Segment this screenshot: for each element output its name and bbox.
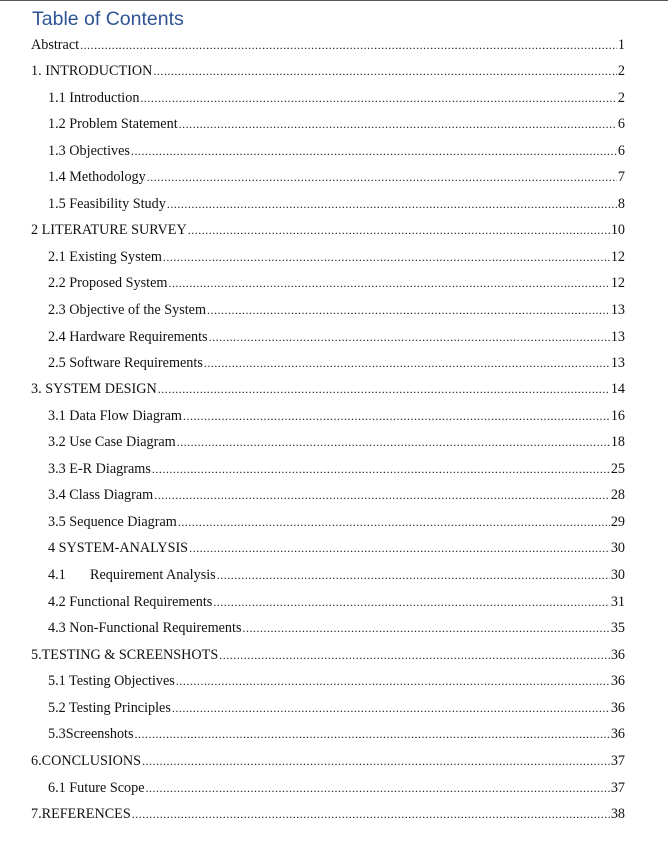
dot-leader (204, 353, 610, 373)
toc-entry-label: 2.2 Proposed System (48, 275, 168, 291)
toc-entry-page: 29 (610, 514, 625, 530)
toc-entry-label: 7.REFERENCES (31, 806, 131, 822)
dot-leader (146, 778, 610, 798)
dot-leader (178, 512, 610, 532)
toc-entry[interactable] (48, 778, 625, 798)
toc-entry-label: 4 SYSTEM-ANALYSIS (48, 540, 189, 556)
dot-leader (135, 724, 610, 744)
toc-entry[interactable] (31, 61, 625, 81)
toc-entry[interactable] (48, 141, 625, 161)
toc-entry[interactable] (48, 300, 625, 320)
toc-entry-page: 36 (610, 700, 625, 716)
dot-leader (176, 671, 610, 691)
toc-entry-label: 1.1 Introduction (48, 90, 140, 106)
toc-entry-label: 6.CONCLUSIONS (31, 753, 141, 769)
dot-leader (154, 485, 610, 505)
toc-entry-number: 4.1 (48, 567, 66, 583)
toc-entry[interactable] (48, 432, 625, 452)
dot-leader (167, 194, 617, 214)
toc-entry-page: 1 (617, 37, 625, 53)
toc-entry-page: 30 (610, 567, 625, 583)
toc-entry[interactable] (48, 327, 625, 347)
toc-entry[interactable] (48, 247, 625, 267)
toc-entry[interactable] (48, 698, 625, 718)
dot-leader (163, 247, 610, 267)
dot-leader (189, 538, 610, 558)
toc-entry-label: Abstract (31, 37, 80, 53)
toc-entry[interactable] (48, 273, 625, 293)
toc-entry-page: 25 (610, 461, 625, 477)
toc-entry-label: 1. INTRODUCTION (31, 63, 153, 79)
toc-entry-label: 5.TESTING & SCREENSHOTS (31, 647, 219, 663)
dot-leader (140, 88, 616, 108)
toc-heading: Table of Contents (32, 8, 184, 30)
toc-entry-page: 2 (617, 63, 625, 79)
toc-entry[interactable] (48, 459, 625, 479)
toc-entry-label: 2 LITERATURE SURVEY (31, 222, 187, 238)
toc-entry[interactable] (48, 167, 625, 187)
toc-entry-label: 1.5 Feasibility Study (48, 196, 166, 212)
toc-entry-label: 2.1 Existing System (48, 249, 162, 265)
toc-entry-page: 16 (610, 408, 625, 424)
toc-entry[interactable] (31, 35, 625, 55)
toc-entry-label: 3.3 E-R Diagrams (48, 461, 151, 477)
dot-leader (242, 618, 609, 638)
toc-entry-page: 8 (617, 196, 625, 212)
toc-entry[interactable] (48, 353, 625, 373)
toc-entry-page: 38 (610, 806, 625, 822)
dot-leader (177, 432, 610, 452)
toc-entry-label: 3.5 Sequence Diagram (48, 514, 177, 530)
toc-entry-label: 3.2 Use Case Diagram (48, 434, 176, 450)
dot-leader (207, 300, 610, 320)
toc-entry-title: Requirement Analysis (90, 567, 216, 583)
toc-entry-page: 10 (610, 222, 625, 238)
toc-entry[interactable] (31, 379, 625, 399)
toc-entry-label: 2.5 Software Requirements (48, 355, 203, 371)
dot-leader (219, 645, 610, 665)
toc-entry-label: 5.1 Testing Objectives (48, 673, 175, 689)
toc-entry-page: 7 (617, 169, 625, 185)
dot-leader (179, 114, 617, 134)
toc-entry[interactable] (48, 512, 625, 532)
toc-entry[interactable] (48, 485, 625, 505)
dot-leader (217, 565, 610, 585)
toc-entry-page: 35 (610, 620, 625, 636)
toc-entry-label: 4.3 Non-Functional Requirements (48, 620, 242, 636)
toc-entry-label: 1.2 Problem Statement (48, 116, 178, 132)
toc-entry-label: 3.4 Class Diagram (48, 487, 154, 503)
toc-entry[interactable] (48, 724, 625, 744)
toc-entry[interactable] (48, 88, 625, 108)
toc-entry-page: 37 (610, 780, 625, 796)
toc-entry[interactable] (31, 220, 625, 240)
dot-leader (80, 35, 617, 55)
toc-entry-page: 37 (610, 753, 625, 769)
toc-entry[interactable] (48, 538, 625, 558)
toc-entry-label: 4.2 Functional Requirements (48, 594, 213, 610)
toc-entry-label (48, 565, 216, 585)
toc-entry[interactable] (48, 565, 625, 585)
toc-entry-page: 36 (610, 726, 625, 742)
toc-entry-label: 3.1 Data Flow Diagram (48, 408, 182, 424)
toc-entry-page: 6 (617, 143, 625, 159)
toc-entry-page: 36 (610, 647, 625, 663)
toc-entry-page: 6 (617, 116, 625, 132)
toc-entry-page: 18 (610, 434, 625, 450)
dot-leader (213, 592, 609, 612)
toc-entry[interactable] (48, 194, 625, 214)
dot-leader (158, 379, 610, 399)
toc-entry[interactable] (31, 645, 625, 665)
dot-leader (172, 698, 610, 718)
dot-leader (153, 61, 617, 81)
toc-entry-page: 31 (610, 594, 625, 610)
toc-entry-page: 13 (610, 329, 625, 345)
toc-entry[interactable] (48, 592, 625, 612)
dot-leader (209, 327, 610, 347)
toc-entry-label: 2.4 Hardware Requirements (48, 329, 208, 345)
toc-entry[interactable] (48, 114, 625, 134)
toc-entry-page: 13 (610, 302, 625, 318)
toc-entry-page: 2 (617, 90, 625, 106)
dot-leader (142, 751, 610, 771)
dot-leader (147, 167, 617, 187)
toc-entry-page: 12 (610, 275, 625, 291)
dot-leader (132, 804, 610, 824)
toc-entry[interactable] (48, 618, 625, 638)
toc-entry-label: 3. SYSTEM DESIGN (31, 381, 157, 397)
toc-entry-page: 14 (610, 381, 625, 397)
dot-leader (131, 141, 617, 161)
toc-entry-page: 36 (610, 673, 625, 689)
toc-entry-page: 13 (610, 355, 625, 371)
toc-entry-label: 1.4 Methodology (48, 169, 146, 185)
toc-entry-label: 6.1 Future Scope (48, 780, 145, 796)
toc-entry[interactable] (48, 671, 625, 691)
toc-entry[interactable] (48, 406, 625, 426)
toc-entry[interactable] (31, 751, 625, 771)
toc-entry-label: 2.3 Objective of the System (48, 302, 207, 318)
toc-entry-label: 5.2 Testing Principles (48, 700, 171, 716)
toc-entry[interactable] (31, 804, 625, 824)
toc-entry-page: 12 (610, 249, 625, 265)
toc-entry-page: 28 (610, 487, 625, 503)
dot-leader (188, 220, 610, 240)
toc-entry-page: 30 (610, 540, 625, 556)
toc-entry-label: 1.3 Objectives (48, 143, 130, 159)
dot-leader (183, 406, 610, 426)
toc-entry-label: 5.3Screenshots (48, 726, 134, 742)
dot-leader (152, 459, 610, 479)
dot-leader (168, 273, 609, 293)
